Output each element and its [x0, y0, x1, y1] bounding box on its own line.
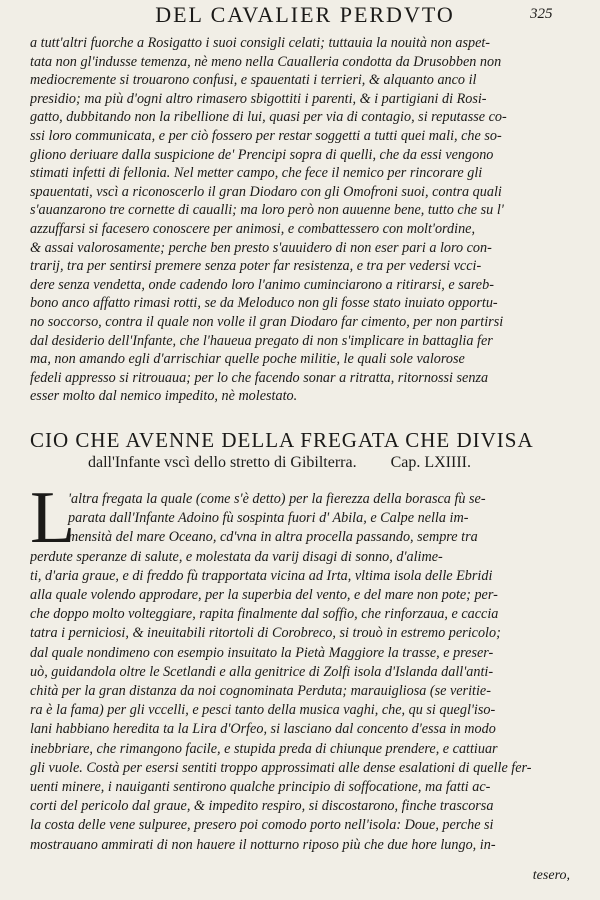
text-line: dal desiderio dell'Infante, che l'haueua pregato di non s'implicare in battaglia fer: [30, 332, 493, 349]
text-line: azzuffarsi si facesero conoscere per animosi, e combattessero con molt'ordine,: [30, 220, 476, 237]
text-line: la costa delle vene sulpuree, presero poi comodo porto nell'isola: Doue, perche si: [30, 817, 494, 834]
text-line: 'altra fregata la quale (come s'è detto) per la fierezza della borasca fù se-: [68, 491, 486, 507]
text-line: uò, guidandola oltre le Scetlandi e alla genitrice di Zolfi isola d'Islanda dall'anti-: [30, 663, 494, 680]
text-line: alla quale volendo approdare, per la superbia del vento, e del mare non pote; per-: [30, 587, 498, 604]
text-line: presidio; ma più d'ogni altro rimasero sbigottiti i parenti, & i partigiani di Rosi-: [30, 90, 487, 107]
text-line: esser molto dal nemico impedito, nè molestato.: [30, 388, 298, 405]
chapter-subheading: dall'Infante vscì dello stretto di Gibilterra.: [88, 454, 357, 471]
text-line: & assai valorosamente; perche ben presto s'auuidero di non eser pari a loro con-: [30, 239, 492, 256]
drop-cap: L: [30, 477, 76, 559]
catchword: tesero,: [532, 868, 570, 883]
running-head: DEL CAVALIER PERDVTO: [155, 2, 455, 27]
text-line: mensità del mare Oceano, cd'vna in altra procella passando, sempre tra: [68, 529, 478, 546]
text-line: parata dall'Infante Adoino fù sospinta fuori d' Abila, e Calpe nella im-: [68, 510, 469, 527]
text-line: stimati infetti di fellonia. Nel metter campo, che fece il nemico per rincorare gli: [30, 165, 483, 182]
chapter-number: Cap. LXIIII.: [390, 454, 471, 471]
text-line: che doppo molto volteggiare, rapita finalmente dal soffio, che rinforzaua, e caccia: [30, 606, 499, 623]
chapter-heading: CIO CHE AVENNE DELLA FREGATA CHE DIVISA: [30, 428, 534, 452]
text-line: mostrauano ammirati di non hauere il notturno riposo più che due hore lungo, in-: [30, 836, 496, 853]
text-line: bono anco affatto rimasi rotti, se da Meloduco non gli fosse stato inuiato opportu-: [30, 295, 498, 312]
text-line: ra è la fama) per gli vccelli, e pesci tanto della musica vaghi, che, qu si quegl'iso-: [30, 702, 496, 719]
text-line: lani habbiano heredita ta la Lira d'Orfeo, si lasciano dal concento d'essa in modo: [30, 721, 496, 738]
page-number: 325: [530, 6, 553, 22]
text-line: corti del pericolo dal graue, & impedito respiro, si discostarono, finche trascorsa: [30, 798, 494, 815]
text-line: perdute speranze di salute, e molestata da varij disagi di sonno, d'alime-: [30, 548, 443, 565]
text-line: gatto, dubbitando non la ribellione di lui, quasi per via di contagio, si reputasse co-: [30, 109, 507, 126]
text-line: tata non gl'indusse temenza, nè meno nella Caualleria condotta da Drusobben non: [30, 53, 502, 70]
text-line: tatra i perniciosi, & ineuitabili ritortoli di Corobreco, si trouò in estremo pericolo;: [30, 625, 501, 642]
text-line: gliono deriuare dalla suspicione de' Prencipi sopra di quelli, che da essi vengono: [30, 146, 494, 163]
text-line: mediocremente si trouarono confusi, e spauentati i terrieri, & alquanto anco il: [30, 72, 477, 89]
text-line: a tutt'altri fuorche a Rosigatto i suoi consigli celati; tuttauia la nouità non aspet-: [30, 35, 491, 51]
text-line: ma, non amando egli d'arrischiar quelle poche militie, le quali sole valorose: [30, 351, 465, 368]
chapter-heading-block: [30, 428, 578, 472]
text-line: spauentati, vscì a riconoscerlo il gran Diodaro con gli Omofroni suoi, contra quali: [30, 183, 502, 200]
text-line: dal quale nondimeno con esempio insuitato la Pietà Maggiore la trasse, e preser-: [30, 644, 494, 661]
text-line: no soccorso, contra il quale non volle il gran Diodaro far cimento, per non partirsi: [30, 313, 504, 330]
text-line: trarij, tra per sentirsi premere senza poter far resistenza, e tra per vedersi vcci-: [30, 258, 482, 275]
text-line: gli vuole. Costà per esersi sentiti troppo approssimati alle dense esalationi di quelle fer-: [30, 759, 532, 776]
text-line: inebbriare, che rimangono facile, e stupida preda di chiunque prendere, e cattiuar: [30, 740, 498, 757]
chapter-text: [30, 490, 578, 855]
text-line: s'auanzarono tre cornette di caualli; ma loro però non auuenne bene, tutto che su l': [30, 202, 504, 219]
text-line: uenti minere, i nauiganti sentirono qualche principio di soffocatione, ma fatti ac-: [30, 779, 491, 796]
text-line: ti, d'aria graue, e di freddo fù trapportata vicina ad Irta, vltima isola delle Ebridi: [30, 567, 493, 584]
text-line: ssi loro communicata, e per ciò fossero per restar soggetti a tutti quei mali, che so-: [30, 127, 502, 144]
text-line: chità per la gran distanza da noi cognominata Perduta; marauigliosa (se veritie-: [30, 683, 491, 700]
text-line: fedeli appresso si ritrouaua; per lo che facendo sonar a ritratta, ritornossi senza: [30, 369, 489, 386]
text-line: dere senza vendetta, onde cadendo loro l'animo cuminciarono a ritirarsi, e sareb-: [30, 276, 494, 293]
chapter-subheading-line: [30, 454, 578, 472]
top-paragraph: [30, 34, 578, 406]
